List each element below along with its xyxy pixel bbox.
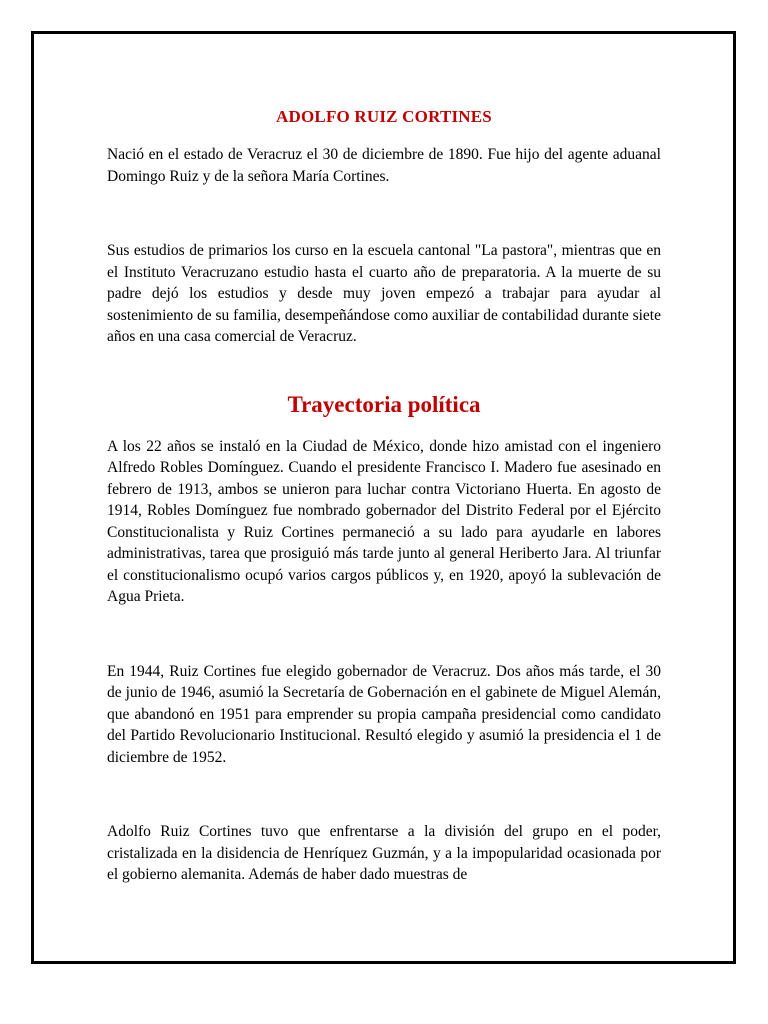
document-body xyxy=(107,106,661,886)
paragraph-birth: Nació en el estado de Veracruz el 30 de diciembre de 1890. Fue hijo del agente aduanal Domingo Ruiz y de la señora María Cortines. xyxy=(107,146,661,185)
paragraph-early-career: A los 22 años se instaló en la Ciudad de México, donde hizo amistad con el ingeniero Alfredo Robles Domínguez. Cuando el presidente Francisco I. Madero fue asesinado en febrero de 1913, ambos se unieron para luchar contra Victoriano Huerta. En agosto de 1914, Robles Domínguez fue nombrado gobernador del Distrito Federal por el Ejército Constitucionalista y Ruiz Cortines permaneció a su lado para ayudarle en labores administrativas, tarea que prosiguió más tarde junto al general Heriberto Jara. Al triunfar el constitucionalismo ocupó varios cargos públicos y, en 1920, apoyó la sublevación de Agua Prieta. xyxy=(107,437,661,605)
section-title: Trayectoria política xyxy=(287,391,481,417)
paragraph-education: Sus estudios de primarios los curso en la escuela cantonal "La pastora", mientras que en el Instituto Veracruzano estudio hasta el cuarto año de preparatoria. A la muerte de su padre dejó los estudios y desde muy joven empezó a trabajar para ayudar al sostenimiento de su familia, desempeñándose como auxiliar de contabilidad durante siete años en una casa comercial de Veracruz. xyxy=(107,242,661,345)
paragraph-challenges: Adolfo Ruiz Cortines tuvo que enfrentarse a la división del grupo en el poder, cristalizada en la disidencia de Henríquez Guzmán, y a la impopularidad ocasionada por el gobierno alemanita. Además de haber dado muestras de xyxy=(107,823,661,883)
document-title: ADOLFO RUIZ CORTINES xyxy=(276,107,492,126)
paragraph-governor-presidency: En 1944, Ruiz Cortines fue elegido gobernador de Veracruz. Dos años más tarde, el 30 de junio de 1946, asumió la Secretaría de Gobernación en el gabinete de Miguel Alemán, que abandonó en 1951 para emprender su propia campaña presidencial como candidato del Partido Revolucionario Institucional. Resultó elegido y asumió la presidencia el 1 de diciembre de 1952. xyxy=(107,662,661,766)
